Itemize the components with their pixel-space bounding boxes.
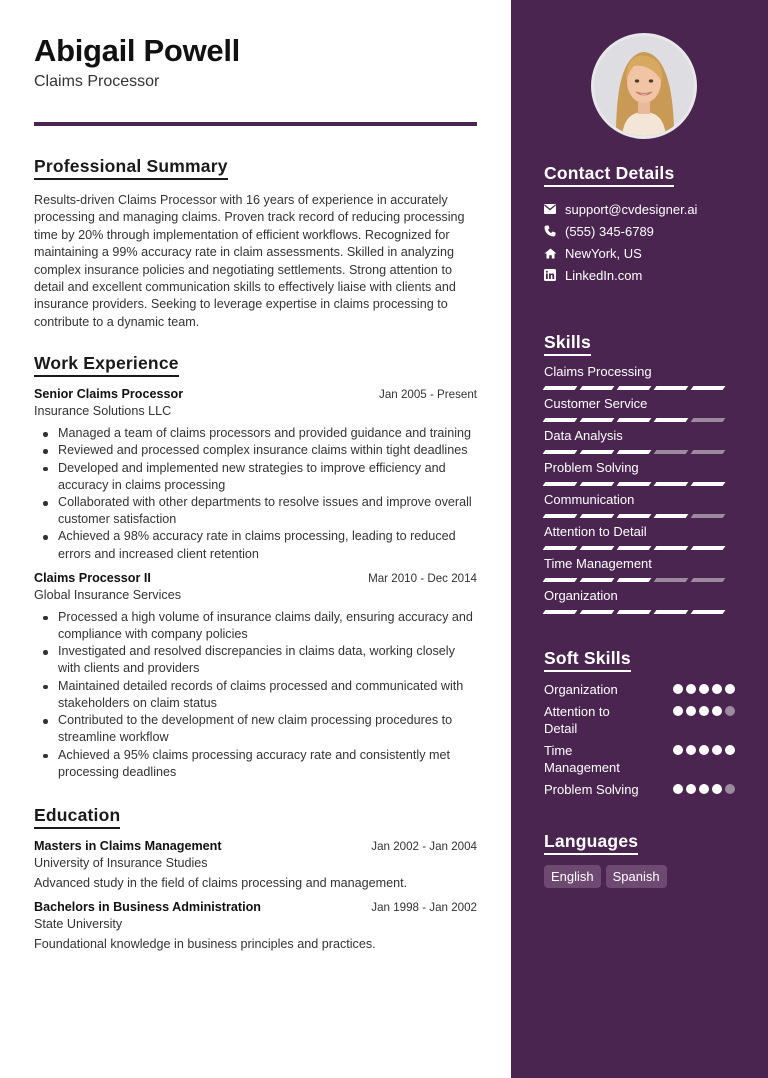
skills-list bbox=[544, 364, 735, 620]
skill-level-segment bbox=[580, 514, 615, 518]
contact-heading: Contact Details bbox=[544, 163, 674, 187]
job-entry bbox=[34, 387, 477, 563]
rating-dot bbox=[699, 745, 709, 755]
skill-level-segment bbox=[543, 482, 578, 486]
soft-skill-name: Time Management bbox=[544, 743, 620, 775]
skill-level-segment bbox=[691, 578, 726, 582]
skill-name: Customer Service bbox=[544, 396, 648, 411]
soft-skill-rating bbox=[673, 745, 735, 755]
soft-skill-rating bbox=[673, 784, 735, 794]
job-role: Senior Claims Processor bbox=[34, 387, 184, 402]
language-chip: Spanish bbox=[606, 865, 667, 888]
rating-dot bbox=[699, 784, 709, 794]
phone-icon bbox=[544, 225, 565, 237]
contact-location-text: NewYork, US bbox=[565, 245, 642, 261]
skill-level-segment bbox=[543, 546, 578, 550]
rating-dot bbox=[686, 684, 696, 694]
contact-email[interactable] bbox=[544, 198, 735, 220]
rating-dot bbox=[686, 784, 696, 794]
job-bullet: Contributed to the development of new claim processing procedures to streamline workflow bbox=[34, 712, 477, 746]
language-chip: English bbox=[544, 865, 601, 888]
education-entry bbox=[34, 900, 477, 951]
contact-linkedin-text: LinkedIn.com bbox=[565, 267, 643, 283]
job-bullet: Processed a high volume of insurance claims daily, ensuring accuracy and compliance with company policies bbox=[34, 609, 477, 643]
contact-email-text: support@cvdesigner.ai bbox=[565, 201, 698, 217]
degree-name: Bachelors in Business Administration bbox=[34, 899, 261, 914]
skill-level-segment bbox=[580, 610, 615, 614]
rating-dot bbox=[686, 745, 696, 755]
rating-dot bbox=[725, 706, 735, 716]
soft-skill-item bbox=[544, 742, 735, 776]
rating-dot bbox=[699, 684, 709, 694]
education-description: Foundational knowledge in business principles and practices. bbox=[34, 936, 376, 951]
skill-level-segment bbox=[580, 418, 615, 422]
skill-item bbox=[544, 556, 735, 588]
rating-dot bbox=[673, 706, 683, 716]
skill-level-bar bbox=[544, 546, 735, 550]
skill-level-segment bbox=[654, 418, 689, 422]
skill-item bbox=[544, 588, 735, 620]
job-bullet: Reviewed and processed complex insurance claims within tight deadlines bbox=[34, 442, 477, 459]
skill-name: Communication bbox=[544, 492, 635, 507]
skill-level-segment bbox=[580, 578, 615, 582]
skill-level-segment bbox=[543, 450, 578, 454]
job-bullet: Achieved a 98% accuracy rate in claims processing, leading to reduced errors and increased client retention bbox=[34, 528, 477, 562]
soft-skill-name: Attention to Detail bbox=[544, 704, 610, 736]
linkedin-icon bbox=[544, 269, 565, 281]
education-description: Advanced study in the field of claims processing and management. bbox=[34, 875, 408, 890]
skill-name: Problem Solving bbox=[544, 460, 639, 475]
skill-level-bar bbox=[544, 578, 735, 582]
rating-dot bbox=[673, 784, 683, 794]
job-date: Jan 2005 - Present bbox=[379, 388, 477, 402]
skill-level-bar bbox=[544, 514, 735, 518]
job-bullets bbox=[34, 609, 477, 781]
skill-name: Time Management bbox=[544, 556, 652, 571]
portrait-illustration bbox=[594, 36, 694, 136]
summary-text: Results-driven Claims Processor with 16 years of experience in accurately processing and managing claims. Proven track record of reducing processing time by 20% through implementation of efficient workflows. Recognized for maintaining a 99% accuracy rate in claim assessments. Skilled in analyzing complex insurance policies and negotiating settlements. Strong attention to detail and excellent communication skills to effectively liaise with clients and insurance providers. Seeking to leverage expertise in claims processing to contribute to a dynamic team. bbox=[34, 193, 465, 329]
work-heading: Work Experience bbox=[34, 353, 179, 377]
home-icon bbox=[544, 248, 565, 259]
job-role: Claims Processor II bbox=[34, 570, 151, 585]
soft-skill-item bbox=[544, 681, 735, 698]
soft-skill-item bbox=[544, 781, 735, 798]
skill-level-bar bbox=[544, 386, 735, 390]
job-bullet: Managed a team of claims processors and provided guidance and training bbox=[34, 425, 477, 442]
school-name: State University bbox=[34, 916, 123, 931]
rating-dot bbox=[673, 745, 683, 755]
languages-list bbox=[544, 865, 735, 888]
skill-name: Organization bbox=[544, 588, 618, 603]
soft-skill-item bbox=[544, 703, 735, 737]
rating-dot bbox=[712, 784, 722, 794]
skill-item bbox=[544, 524, 735, 556]
skill-item bbox=[544, 396, 735, 428]
skill-name: Claims Processing bbox=[544, 364, 652, 379]
skill-item bbox=[544, 364, 735, 396]
education-date: Jan 2002 - Jan 2004 bbox=[371, 839, 477, 853]
skill-level-segment bbox=[654, 482, 689, 486]
rating-dot bbox=[712, 745, 722, 755]
degree-name: Masters in Claims Management bbox=[34, 838, 222, 853]
skill-level-segment bbox=[654, 450, 689, 454]
skill-level-segment bbox=[580, 546, 615, 550]
skill-level-segment bbox=[691, 546, 726, 550]
skills-heading: Skills bbox=[544, 332, 591, 356]
contact-phone-text: (555) 345-6789 bbox=[565, 223, 654, 239]
job-bullet: Collaborated with other departments to resolve issues and improve overall customer satisfaction bbox=[34, 494, 477, 528]
rating-dot bbox=[712, 706, 722, 716]
school-name: University of Insurance Studies bbox=[34, 855, 208, 870]
sidebar bbox=[511, 0, 768, 1078]
job-bullets bbox=[34, 425, 477, 563]
job-company: Global Insurance Services bbox=[34, 587, 181, 602]
skill-item bbox=[544, 492, 735, 524]
job-bullet: Developed and implemented new strategies to improve efficiency and accuracy in claims processing bbox=[34, 460, 477, 494]
skill-level-segment bbox=[580, 386, 615, 390]
skill-level-segment bbox=[617, 514, 652, 518]
skill-item bbox=[544, 460, 735, 492]
job-company: Insurance Solutions LLC bbox=[34, 404, 172, 419]
skill-level-segment bbox=[691, 418, 726, 422]
skill-level-segment bbox=[580, 450, 615, 454]
skill-item bbox=[544, 428, 735, 460]
education-date: Jan 1998 - Jan 2002 bbox=[371, 900, 477, 914]
job-date: Mar 2010 - Dec 2014 bbox=[368, 571, 477, 585]
skill-level-segment bbox=[691, 450, 726, 454]
skill-level-segment bbox=[543, 386, 578, 390]
job-bullet: Achieved a 95% claims processing accuracy rate and consistently met processing deadlines bbox=[34, 747, 477, 781]
skill-level-segment bbox=[654, 514, 689, 518]
skill-level-segment bbox=[691, 514, 726, 518]
job-entry bbox=[34, 571, 477, 781]
skill-level-segment bbox=[543, 578, 578, 582]
rating-dot bbox=[725, 745, 735, 755]
header-divider bbox=[34, 122, 477, 126]
candidate-title: Claims Processor bbox=[34, 73, 160, 90]
rating-dot bbox=[712, 684, 722, 694]
skill-level-segment bbox=[543, 418, 578, 422]
soft-skill-rating bbox=[673, 706, 735, 716]
soft-skills-list bbox=[544, 681, 735, 798]
rating-dot bbox=[699, 706, 709, 716]
skill-level-bar bbox=[544, 450, 735, 454]
candidate-name: Abigail Powell bbox=[34, 33, 240, 68]
contact-location bbox=[544, 242, 735, 264]
skill-level-bar bbox=[544, 482, 735, 486]
skill-level-segment bbox=[617, 418, 652, 422]
skill-level-segment bbox=[654, 578, 689, 582]
job-bullet: Maintained detailed records of claims processed and communicated with stakeholders on claim status bbox=[34, 678, 477, 712]
languages-heading: Languages bbox=[544, 831, 638, 855]
skill-level-segment bbox=[691, 482, 726, 486]
skill-level-bar bbox=[544, 418, 735, 422]
skill-level-segment bbox=[654, 546, 689, 550]
rating-dot bbox=[686, 706, 696, 716]
skill-level-segment bbox=[617, 450, 652, 454]
soft-skill-rating bbox=[673, 684, 735, 694]
skill-level-segment bbox=[617, 482, 652, 486]
skill-name: Attention to Detail bbox=[544, 524, 647, 539]
skill-level-segment bbox=[654, 386, 689, 390]
skill-level-segment bbox=[617, 610, 652, 614]
skill-level-segment bbox=[580, 482, 615, 486]
skill-level-segment bbox=[617, 546, 652, 550]
skill-level-bar bbox=[544, 610, 735, 614]
education-heading: Education bbox=[34, 805, 120, 829]
profile-photo bbox=[591, 33, 697, 139]
soft-skill-name: Problem Solving bbox=[544, 782, 639, 797]
skill-level-segment bbox=[617, 386, 652, 390]
skill-level-segment bbox=[691, 610, 726, 614]
envelope-icon bbox=[544, 204, 565, 214]
job-bullet: Investigated and resolved discrepancies in claims data, working closely with clients and providers bbox=[34, 643, 477, 677]
skill-level-segment bbox=[543, 610, 578, 614]
skill-level-segment bbox=[654, 610, 689, 614]
skill-name: Data Analysis bbox=[544, 428, 623, 443]
soft-skills-heading: Soft Skills bbox=[544, 648, 631, 672]
rating-dot bbox=[725, 784, 735, 794]
skill-level-segment bbox=[691, 386, 726, 390]
skill-level-segment bbox=[543, 514, 578, 518]
skill-level-segment bbox=[617, 578, 652, 582]
soft-skill-name: Organization bbox=[544, 682, 618, 697]
contact-linkedin[interactable] bbox=[544, 264, 735, 286]
rating-dot bbox=[673, 684, 683, 694]
contact-list bbox=[544, 198, 735, 286]
education-entry bbox=[34, 839, 477, 890]
summary-heading: Professional Summary bbox=[34, 156, 228, 180]
contact-phone[interactable] bbox=[544, 220, 735, 242]
rating-dot bbox=[725, 684, 735, 694]
